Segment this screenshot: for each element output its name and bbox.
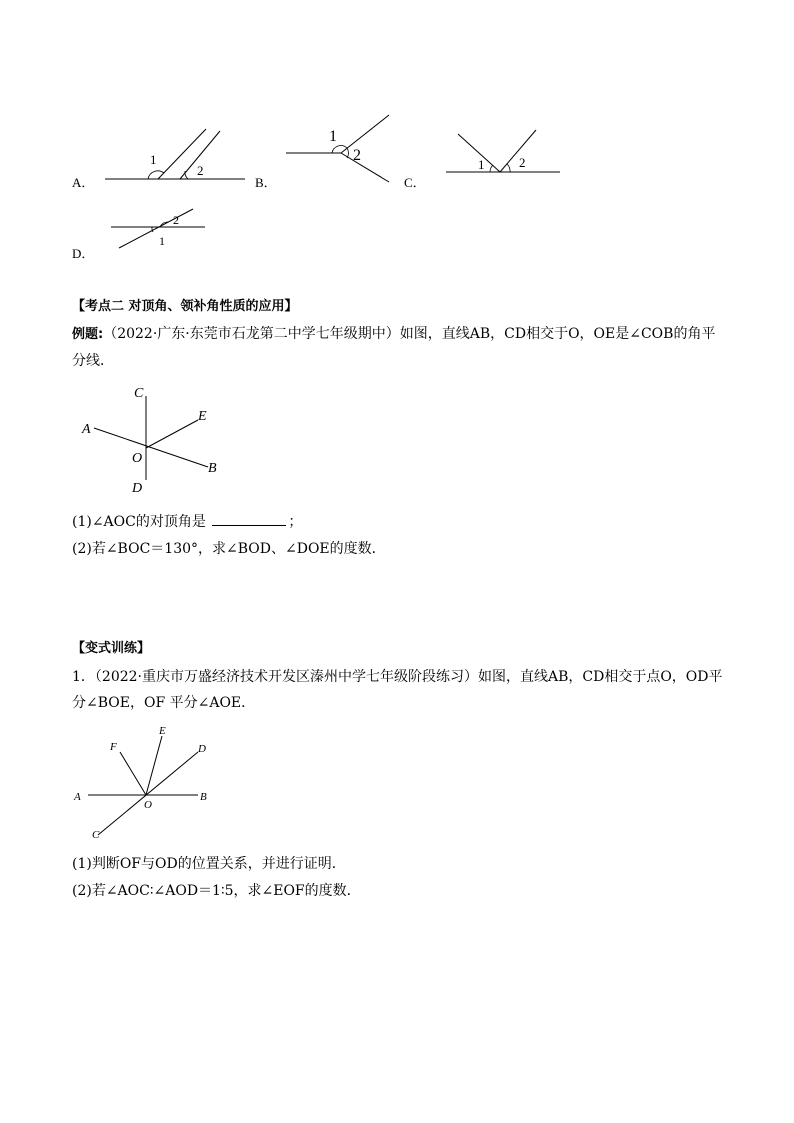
label-b: B <box>208 461 217 476</box>
option-b-label: B． <box>255 175 277 190</box>
example-label: 例题: <box>72 327 104 342</box>
v-label-f: F <box>110 741 117 753</box>
example-figure <box>76 380 226 498</box>
label-e: E <box>198 409 207 424</box>
label-c: C <box>134 386 144 401</box>
variant-figure <box>70 722 220 840</box>
v-label-b: B <box>200 791 207 803</box>
option-a-angle1: 1 <box>150 152 157 167</box>
v-label-o: O <box>144 799 152 811</box>
variant-line1: 1．（2022·重庆市万盛经济技术开发区溱州中学七年级阶段练习）如图，直线AB，CD相交于点O，OD平 <box>72 669 723 685</box>
option-c-angle2: 2 <box>519 155 526 170</box>
label-d: D <box>132 481 143 496</box>
example-question1 <box>72 509 302 535</box>
v-label-a: A <box>74 791 81 803</box>
answer-blank[interactable] <box>212 511 286 526</box>
option-d-angle-bottom: 1 <box>159 234 165 248</box>
option-a-label: A． <box>72 175 95 190</box>
variant-question2: (2)若∠AOC∶∠AOD＝1∶5，求∠EOF的度数． <box>72 883 361 899</box>
v-label-e: E <box>159 725 166 737</box>
option-b-angle1: 1 <box>329 128 337 145</box>
q1-prefix: (1)∠AOC的对顶角是 <box>72 514 211 530</box>
option-c-figure <box>440 122 565 178</box>
example-text: （2022·广东·东莞市石龙第二中学七年级期中）如图，直线AB，CD相交于O，OE是∠COB的角平 <box>103 326 716 342</box>
option-a-angle2: 2 <box>197 163 204 178</box>
option-a-figure <box>100 125 250 185</box>
label-a: A <box>82 422 91 437</box>
option-d-figure <box>105 205 215 255</box>
option-c-label: C． <box>404 175 426 190</box>
variant-heading: 【变式训练】 <box>72 641 151 656</box>
example-line1 <box>72 321 715 348</box>
option-c-angle1: 1 <box>478 157 485 172</box>
example-question2: (2)若∠BOC＝130°，求∠BOD、∠DOE的度数． <box>72 541 386 557</box>
option-d-angle-top: 2 <box>173 213 179 227</box>
example-line2: 分线． <box>72 353 114 369</box>
variant-line2: 分∠BOE，OF 平分∠AOE． <box>72 695 256 711</box>
variant-question1: (1)判断OF与OD的位置关系，并进行证明． <box>72 856 346 872</box>
option-b-figure <box>283 108 393 188</box>
v-label-c: C <box>92 829 100 840</box>
option-d-label: D． <box>72 246 95 261</box>
section2-heading: 【考点二 对顶角、领补角性质的应用】 <box>72 299 298 314</box>
q1-suffix: ； <box>288 514 303 530</box>
v-label-d: D <box>198 743 206 755</box>
label-o: O <box>132 451 143 466</box>
option-b-angle2: 2 <box>353 147 361 164</box>
